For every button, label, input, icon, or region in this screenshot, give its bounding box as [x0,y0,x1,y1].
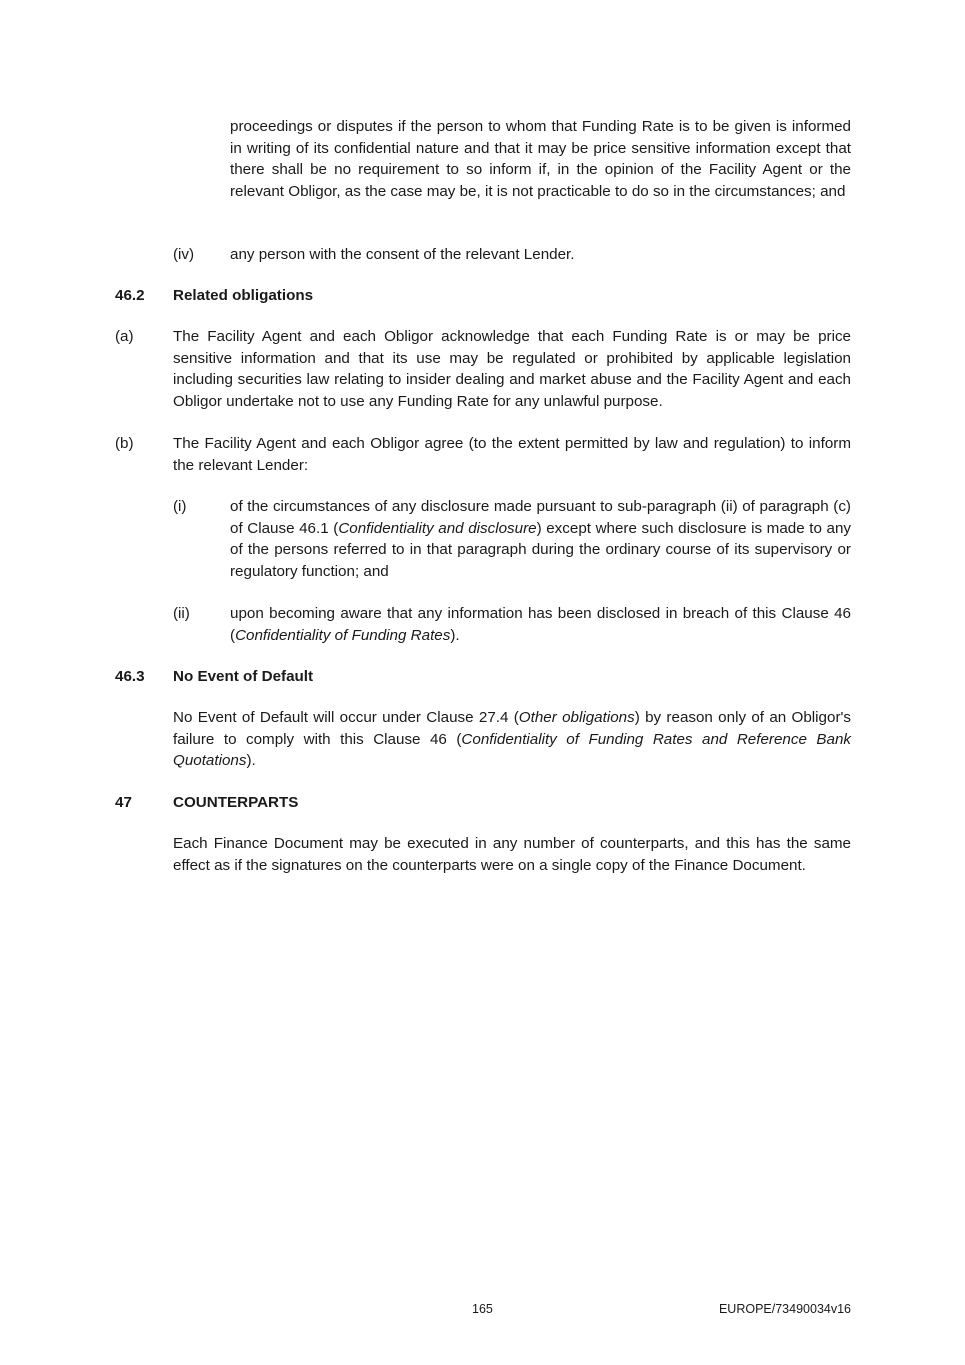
s46-3-clause-ref-1: Other obligations [518,709,635,726]
subpara-i-clause-ref: Confidentiality and disclosure [338,519,537,537]
page-number: 165 [472,1302,493,1316]
para-a-number: (a) [115,328,134,345]
s46-3-pre: No Event of Default will occur under Clause 27.4 ( [173,709,519,726]
subpara-ii-pre: upon becoming aware that any information has been disclosed in breach of this Clause 46 ( [230,605,851,644]
subpara-ii-clause-ref: Confidentiality of Funding Rates [235,626,451,644]
section-46-3-number: 46.3 [115,668,145,685]
s46-3-clause-ref-2: Confidentiality of Funding Rates and Reference Bank Quotations [173,730,851,770]
para-b-text: The Facility Agent and each Obligor agree (to the extent permitted by law and regulation) to inform the relevant Lender: [173,435,851,474]
item-iv-text: any person with the consent of the relevant Lender. [230,246,575,263]
subpara-i-post: ) except where such disclosure is made to any of the persons referred to in that paragraph during the ordinary course of its supervisory or regulatory function; and [230,519,851,580]
section-46-2-number: 46.2 [115,287,145,304]
section-46-3-text [173,707,851,772]
section-47-number: 47 [115,794,132,811]
subpara-ii-number: (ii) [173,605,190,622]
para-b-number: (b) [115,435,134,452]
subpara-ii-text [230,603,851,646]
subpara-ii-post: ). [450,626,460,644]
section-47-title: COUNTERPARTS [173,794,299,811]
subpara-i-text [230,496,851,582]
carryover-paragraph: proceedings or disputes if the person to whom that Funding Rate is to be given is informed in writing of its confidential nature and that it may be price sensitive information except that there shall be no requirement to so inform if, in the opinion of the Facility Agent or the relevant Obligor, as the case may be, it is not practicable to do so in the circumstances; and [230,118,851,200]
s46-3-post: ). [246,752,256,770]
s46-3-mid: ) by reason only of an Obligor's failure to comply with this Clause 46 ( [173,709,851,748]
para-a-text: The Facility Agent and each Obligor acknowledge that each Funding Rate is or may be price sensitive information and that its use may be regulated or prohibited by applicable legislation including securities law relating to insider dealing and market abuse and the Facility Agent and each Obligor undertake not to use any Funding Rate for any unlawful purpose. [173,328,851,410]
section-47-text: Each Finance Document may be executed in any number of counterparts, and this has the same effect as if the signatures on the counterparts were on a single copy of the Finance Document. [173,835,851,874]
subpara-i-pre: of the circumstances of any disclosure made pursuant to sub-paragraph (ii) of paragraph (c) of Clause 46.1 ( [230,498,851,537]
document-reference: EUROPE/73490034v16 [718,1302,851,1316]
section-46-2-title: Related obligations [173,287,314,304]
section-46-3-title: No Event of Default [173,668,314,685]
subpara-i-number: (i) [173,498,187,515]
item-iv-number: (iv) [173,246,195,263]
